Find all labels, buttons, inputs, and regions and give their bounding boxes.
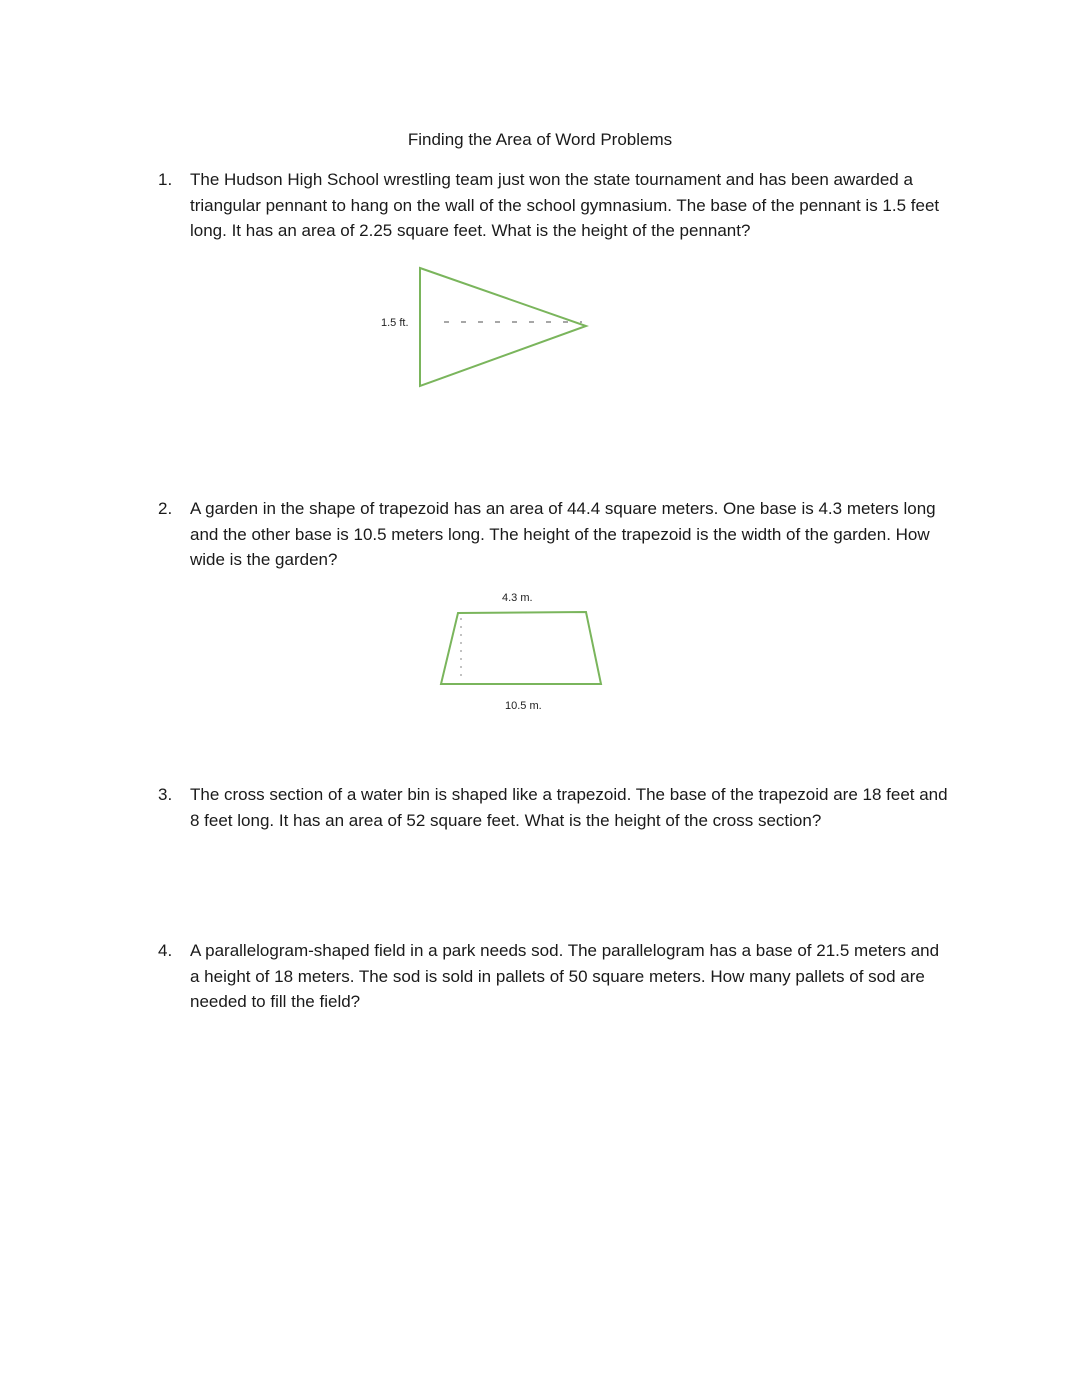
problem-text: The cross section of a water bin is shaped like a trapezoid. The base of the trapezoid are 18 feet and 8 feet long. It has an area of 52 square feet. What is the height of the cross section? [190, 785, 948, 830]
pennant-shape [420, 268, 586, 386]
pennant-base-label: 1.5 ft. [381, 317, 409, 329]
trapezoid-figure [430, 588, 620, 718]
problem-number: 4. [158, 941, 173, 960]
problem-number: 3. [158, 785, 173, 804]
trapezoid-bottom-label: 10.5 m. [505, 700, 542, 712]
problem-text: A garden in the shape of trapezoid has an area of 44.4 square meters. One base is 4.3 meters long and the other base is 10.5 meters long. The height of the trapezoid is the width of the garden. How wide is the garden? [190, 499, 936, 569]
problem-number: 1. [158, 170, 173, 189]
trapezoid-shape [441, 612, 601, 684]
document-title: Finding the Area of Word Problems [407, 130, 673, 149]
pennant-figure [378, 262, 598, 392]
problem-text: The Hudson High School wrestling team just won the state tournament and has been awarded a triangular pennant to hang on the wall of the school gymnasium. The base of the pennant is 1.5 feet long. It has an area of 2.25 square feet. What is the height of the pennant? [190, 170, 940, 240]
pennant-triangle [378, 262, 598, 392]
problem-number: 2. [158, 499, 173, 518]
problem-text: A parallelogram-shaped field in a park needs sod. The parallelogram has a base of 21.5 meters and a height of 18 meters. The sod is sold in pallets of 50 square meters. How many pallets of sod are needed to fill the field? [190, 941, 940, 1011]
trapezoid-top-label: 4.3 m. [502, 592, 533, 604]
